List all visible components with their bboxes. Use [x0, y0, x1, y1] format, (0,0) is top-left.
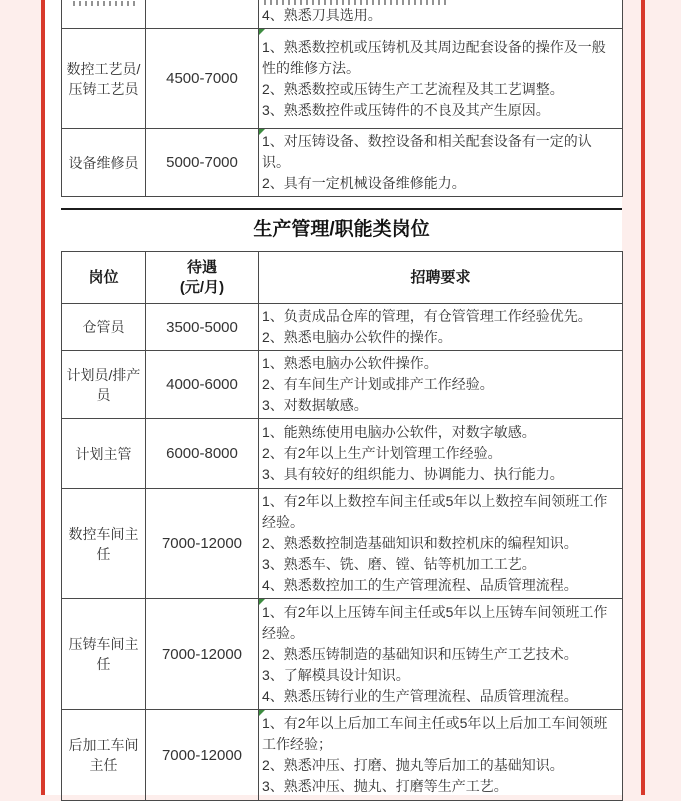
job-title-cell: 数控车间主任 [62, 489, 146, 599]
requirement-line: 3、熟悉数控件或压铸件的不良及其产生原因。 [262, 101, 550, 118]
requirements-cell [259, 29, 623, 129]
requirement-line: 2、有车间生产计划或排产工作经验。 [262, 376, 494, 392]
requirement-line: 4、熟悉刀具选用。 [262, 7, 382, 23]
requirements-cell [259, 710, 623, 801]
requirement-line: 2、熟悉电脑办公软件的操作。 [262, 329, 452, 345]
technical-jobs-table [61, 0, 623, 197]
job-title-cell: 设备维修员 [62, 129, 146, 197]
salary-cell: 3500-5000 [146, 304, 259, 351]
header-salary-line1: 待遇 [186, 258, 217, 276]
table-row [62, 489, 623, 599]
table-row [62, 29, 623, 129]
table-row [62, 599, 623, 710]
requirements-cell [259, 489, 623, 599]
requirement-line: 2、熟悉数控制造基础知识和数控机床的编程知识。 [262, 535, 578, 551]
requirement-line: 3、具有较好的组织能力、协调能力、执行能力。 [262, 466, 564, 482]
requirement-line: 1、有2年以上压铸车间主任或5年以上压铸车间领班工作经验。 [262, 603, 608, 641]
requirement-line: 1、熟悉数控机或压铸机及其周边配套设备的操作及一般性的维修方法。 [262, 38, 606, 76]
table-row [62, 419, 623, 489]
green-corner-icon [259, 29, 265, 35]
section-title: 生产管理/职能类岗位 [253, 219, 430, 240]
job-title-cell: 数控工艺员/压铸工艺员 [62, 29, 146, 129]
green-corner-icon [259, 710, 265, 716]
requirement-line: 3、熟悉冲压、抛丸、打磨等生产工艺。 [262, 778, 508, 794]
job-title-cell: 计划主管 [62, 419, 146, 489]
table-row [62, 710, 623, 801]
job-title-cell [62, 0, 146, 29]
table-row [62, 304, 623, 351]
clipped-text-fragment [73, 1, 135, 6]
salary-cell: 4500-7000 [146, 29, 259, 129]
salary-cell [146, 0, 259, 29]
salary-cell: 4000-6000 [146, 351, 259, 419]
requirements-cell [259, 0, 623, 29]
green-corner-icon [259, 129, 265, 135]
requirement-line: 1、有2年以上数控车间主任或5年以上数控车间领班工作经验。 [262, 493, 608, 530]
right-red-border [641, 0, 645, 795]
requirement-line: 1、对压铸设备、数控设备和相关配套设备有一定的认识。 [262, 133, 592, 170]
requirement-line: 1、熟悉电脑办公软件操作。 [262, 355, 438, 371]
requirements-cell [259, 599, 623, 710]
header-salary [146, 252, 259, 304]
job-title-cell: 计划员/排产员 [62, 351, 146, 419]
requirement-line: 2、具有一定机械设备维修能力。 [262, 175, 466, 191]
table-row [62, 129, 623, 197]
requirement-line: 2、熟悉数控或压铸生产工艺流程及其工艺调整。 [262, 80, 564, 97]
salary-cell: 7000-12000 [146, 710, 259, 801]
salary-cell: 7000-12000 [146, 599, 259, 710]
table-row-clipped [62, 0, 623, 29]
article-content [61, 0, 622, 801]
requirements-cell [259, 419, 623, 489]
job-title-cell: 压铸车间主任 [62, 599, 146, 710]
salary-cell: 6000-8000 [146, 419, 259, 489]
requirement-line: 3、了解模具设计知识。 [262, 666, 410, 683]
requirement-line: 2、熟悉冲压、打磨、抛丸等后加工的基础知识。 [262, 757, 564, 773]
job-title-cell: 后加工车间主任 [62, 710, 146, 801]
requirements-cell [259, 351, 623, 419]
requirements-cell [259, 129, 623, 197]
requirement-line: 4、熟悉压铸行业的生产管理流程、品质管理流程。 [262, 687, 578, 704]
requirement-line: 2、有2年以上生产计划管理工作经验。 [262, 445, 502, 461]
requirement-line: 1、负责成品仓库的管理，有仓管管理工作经验优先。 [262, 308, 592, 324]
header-position: 岗位 [62, 252, 146, 304]
clipped-text-fragment [264, 0, 449, 5]
job-title-cell: 仓管员 [62, 304, 146, 351]
requirement-line: 1、有2年以上后加工车间主任或5年以上后加工车间领班工作经验； [262, 715, 608, 752]
requirement-line: 3、对数据敏感。 [262, 397, 368, 413]
header-requirements: 招聘要求 [259, 252, 623, 304]
requirement-line: 4、熟悉数控加工的生产管理流程、品质管理流程。 [262, 577, 578, 593]
table-header-row [62, 252, 623, 304]
requirements-cell [259, 304, 623, 351]
requirement-line: 1、能熟练使用电脑办公软件，对数字敏感。 [262, 424, 536, 440]
requirement-line: 3、熟悉车、铣、磨、镗、钻等机加工工艺。 [262, 556, 536, 572]
salary-cell: 7000-12000 [146, 489, 259, 599]
management-jobs-table [61, 251, 623, 801]
green-corner-icon [259, 599, 265, 605]
requirement-line: 2、熟悉压铸制造的基础知识和压铸生产工艺技术。 [262, 645, 578, 662]
content-panel [45, 0, 622, 795]
table-row [62, 351, 623, 419]
salary-cell: 5000-7000 [146, 129, 259, 197]
header-salary-line2: (元/月) [179, 278, 225, 296]
